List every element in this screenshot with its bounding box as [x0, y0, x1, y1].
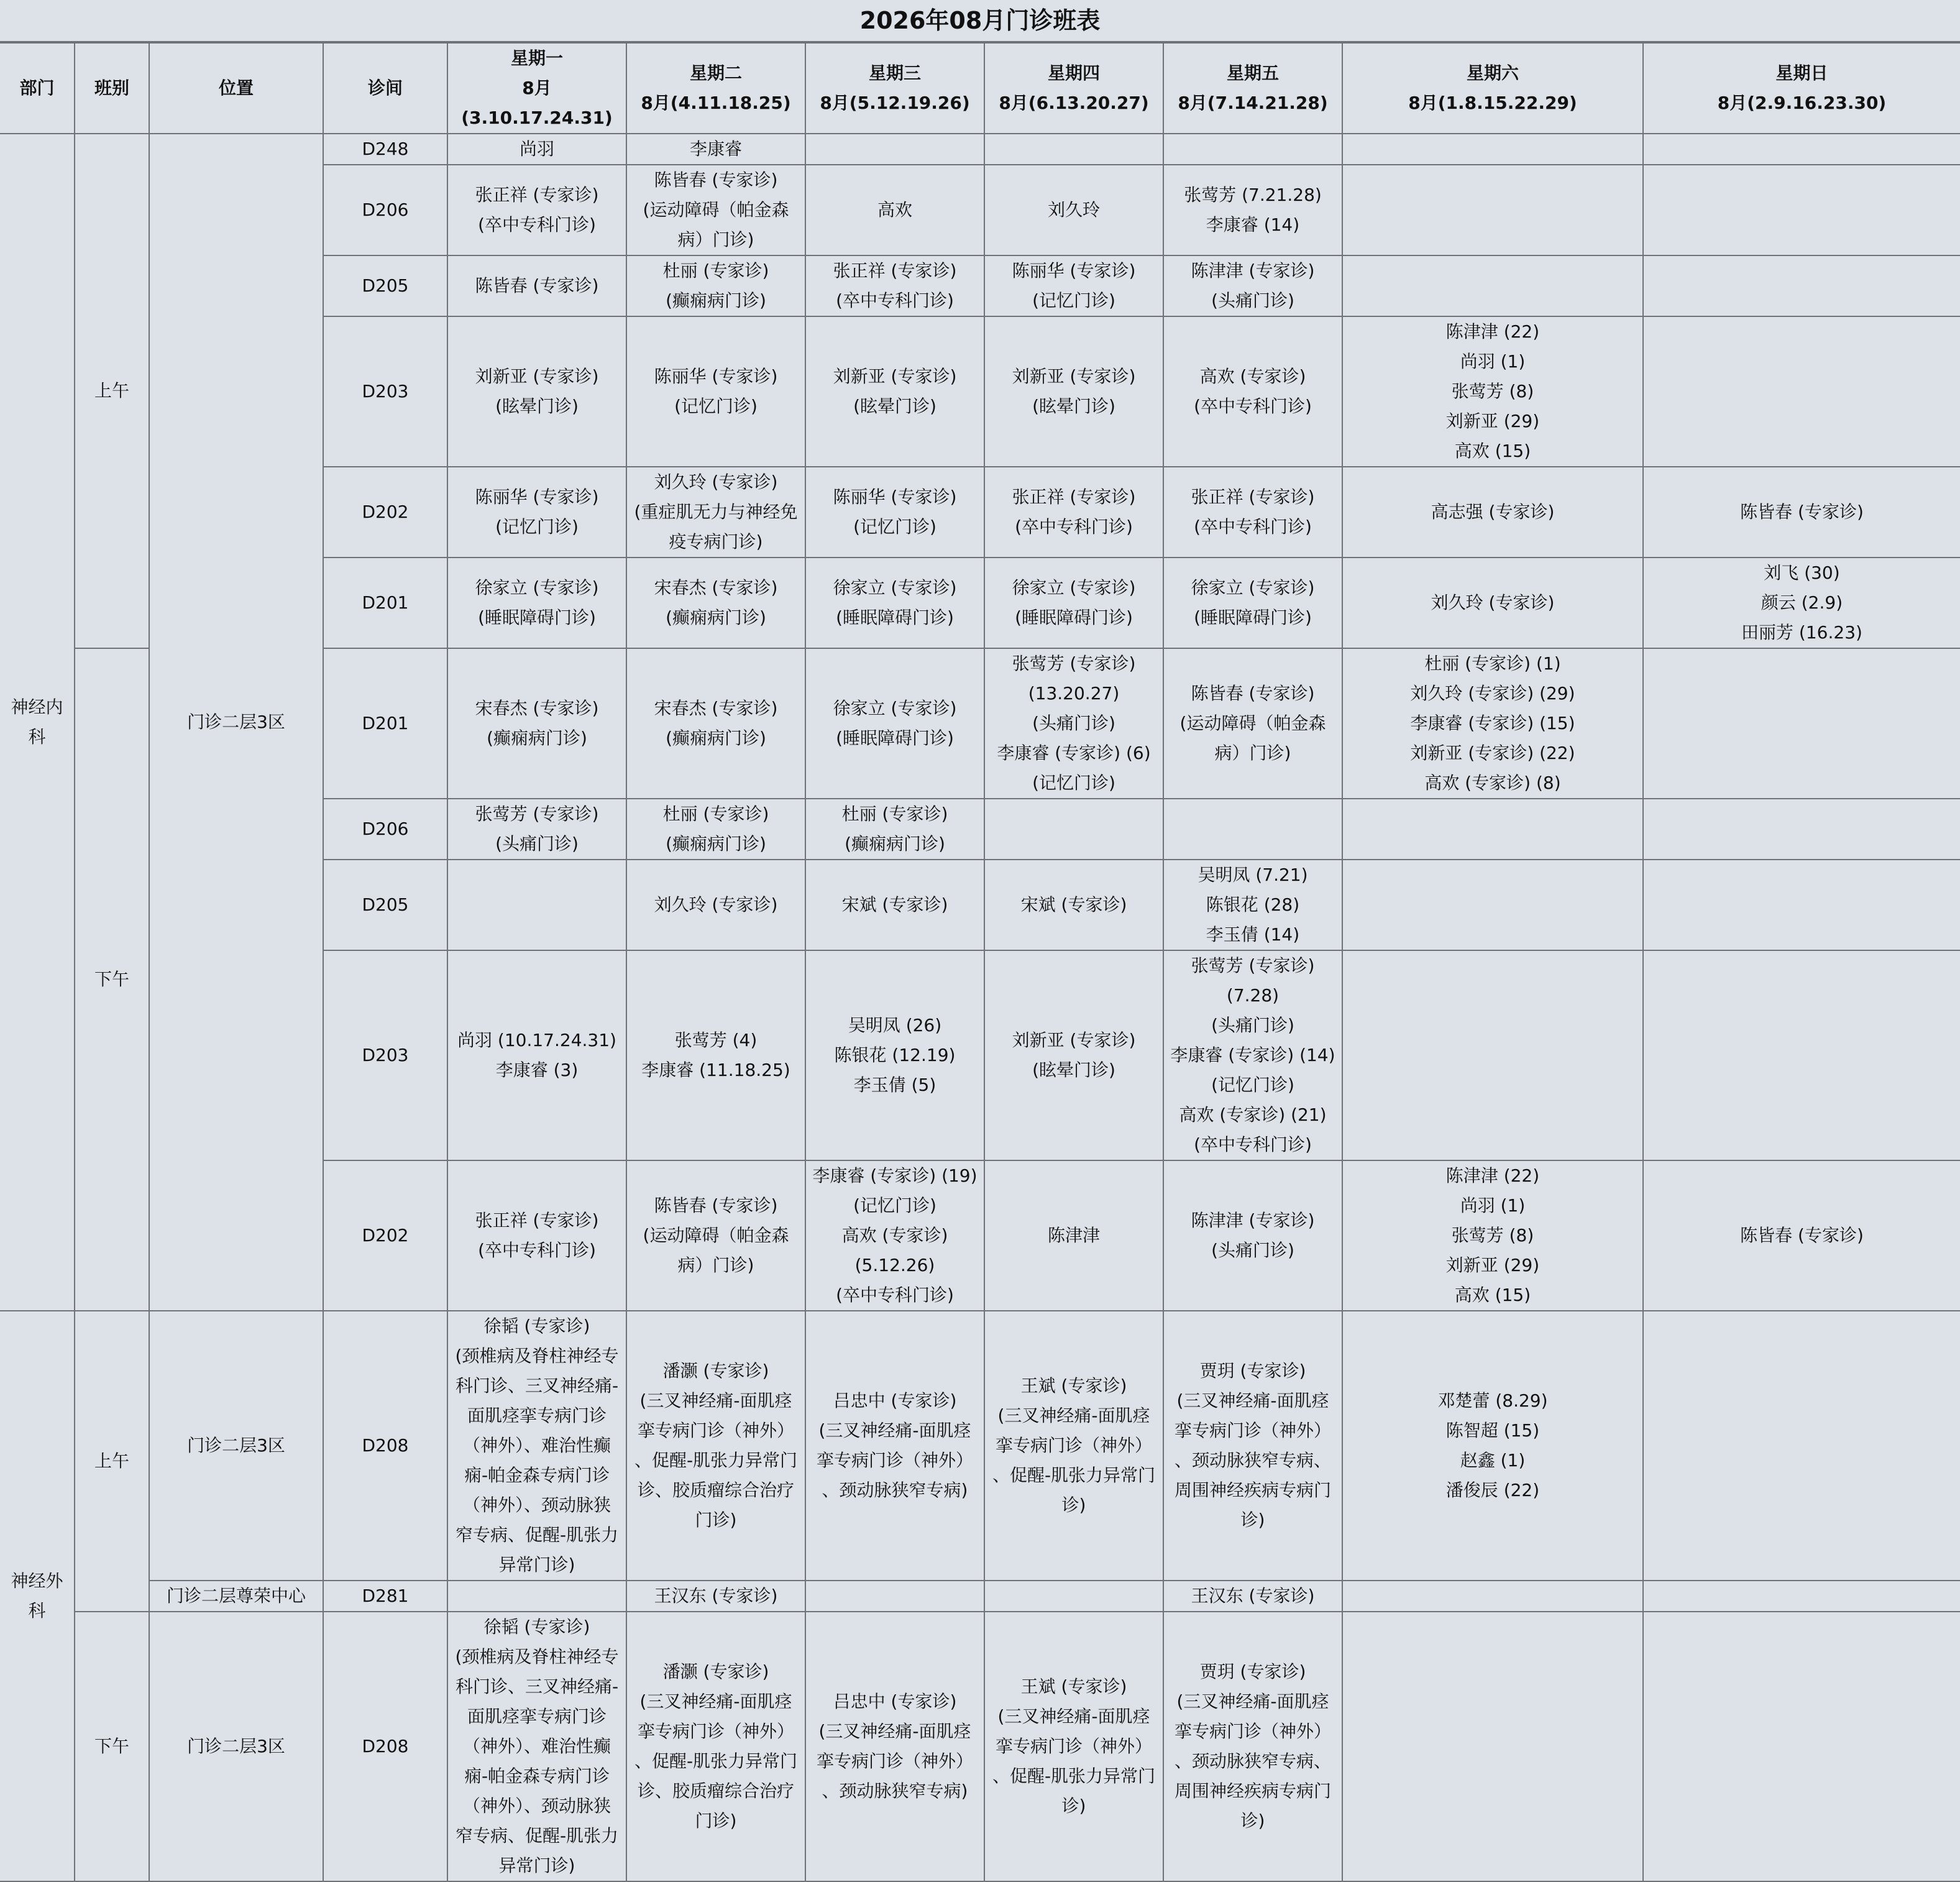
room-cell: D205 — [323, 255, 447, 316]
location-cell: 门诊二层3区 — [149, 1612, 323, 1881]
schedule-cell: 尚羽 (10.17.24.31) 李康睿 (3) — [447, 950, 626, 1160]
header-day — [1163, 43, 1342, 134]
schedule-cell: 吴明凤 (26) 陈银花 (12.19) 李玉倩 (5) — [805, 950, 984, 1160]
day-name: 星期三 — [868, 63, 921, 83]
shift-cell: 上午 — [75, 1311, 149, 1612]
day-dates: 8月(5.12.19.26) — [820, 93, 970, 113]
schedule-cell: 杜丽 (专家诊) (1) 刘久玲 (专家诊) (29) 李康睿 (专家诊) (15) 刘新亚 (专家诊) (22) 高欢 (专家诊) (8) — [1342, 648, 1643, 799]
schedule-cell: 刘新亚 (专家诊) (眩晕门诊) — [984, 316, 1163, 467]
schedule-cell — [1643, 799, 1960, 860]
header-room: 诊间 — [323, 43, 447, 134]
schedule-cell: 邓楚蕾 (8.29) 陈智超 (15) 赵鑫 (1) 潘俊辰 (22) — [1342, 1311, 1643, 1581]
day-dates: 8月(7.14.21.28) — [1178, 93, 1328, 113]
schedule-cell: 徐家立 (专家诊) (睡眠障碍门诊) — [805, 648, 984, 799]
schedule-cell: 张莺芳 (专家诊) (头痛门诊) — [447, 799, 626, 860]
schedule-cell: 潘灏 (专家诊) (三叉神经痛-面肌痉 挛专病门诊（神外） 、促醒-肌张力异常门 诊、胶质瘤综合治疗 门诊) — [626, 1612, 805, 1881]
day-dates: 8月(3.10.17.24.31) — [461, 78, 613, 128]
header-day — [447, 43, 626, 134]
schedule-cell: 刘新亚 (专家诊) (眩晕门诊) — [984, 950, 1163, 1160]
schedule-cell — [1643, 648, 1960, 799]
table-row — [0, 134, 1960, 165]
room-cell: D206 — [323, 165, 447, 255]
schedule-cell — [1643, 1311, 1960, 1581]
schedule-cell: 吴明凤 (7.21) 陈银花 (28) 李玉倩 (14) — [1163, 860, 1342, 950]
schedule-cell — [1643, 316, 1960, 467]
schedule-cell: 刘久玲 (专家诊) (重症肌无力与神经免 疫专病门诊) — [626, 467, 805, 558]
schedule-cell: 徐韬 (专家诊) (颈椎病及脊柱神经专 科门诊、三叉神经痛- 面肌痉挛专病门诊 （神外）、难治性癫 痫-帕金森专病门诊 （神外）、颈动脉狭 窄专病、促醒-肌张力 异常门诊) — [447, 1311, 626, 1581]
schedule-cell — [984, 1581, 1163, 1612]
location-cell: 门诊二层3区 — [149, 134, 323, 1311]
day-name: 星期二 — [689, 63, 742, 83]
schedule-cell: 高欢 — [805, 165, 984, 255]
schedule-cell: 徐家立 (专家诊) (睡眠障碍门诊) — [1163, 558, 1342, 648]
schedule-cell: 杜丽 (专家诊) (癫痫病门诊) — [626, 799, 805, 860]
schedule-cell: 陈皆春 (专家诊) — [1643, 467, 1960, 558]
schedule-cell: 陈津津 (22) 尚羽 (1) 张莺芳 (8) 刘新亚 (29) 高欢 (15) — [1342, 316, 1643, 467]
schedule-cell — [1342, 860, 1643, 950]
schedule-cell — [1342, 134, 1643, 165]
schedule-table — [0, 42, 1960, 1882]
schedule-cell — [1643, 860, 1960, 950]
schedule-cell: 张正祥 (专家诊) (卒中专科门诊) — [805, 255, 984, 316]
schedule-cell: 刘新亚 (专家诊) (眩晕门诊) — [447, 316, 626, 467]
schedule-cell: 刘飞 (30) 颜云 (2.9) 田丽芳 (16.23) — [1643, 558, 1960, 648]
schedule-cell — [805, 134, 984, 165]
schedule-cell: 徐家立 (专家诊) (睡眠障碍门诊) — [984, 558, 1163, 648]
header-day — [984, 43, 1163, 134]
dept-cell: 神经内科 — [0, 134, 75, 1311]
schedule-cell: 贾玥 (专家诊) (三叉神经痛-面肌痉 挛专病门诊（神外） 、颈动脉狭窄专病、 周围神经疾病专病门 诊) — [1163, 1612, 1342, 1881]
schedule-cell: 陈丽华 (专家诊) (记忆门诊) — [984, 255, 1163, 316]
day-dates: 8月(2.9.16.23.30) — [1717, 93, 1887, 113]
location-cell: 门诊二层3区 — [149, 1311, 323, 1581]
sheet-title: 2026年08月门诊班表 — [0, 0, 1960, 42]
room-cell: D202 — [323, 467, 447, 558]
schedule-cell — [1643, 1612, 1960, 1881]
schedule-cell — [1342, 165, 1643, 255]
schedule-cell: 李康睿 (专家诊) (19) (记忆门诊) 高欢 (专家诊) (5.12.26) (卒中专科门诊) — [805, 1160, 984, 1311]
schedule-cell — [1342, 950, 1643, 1160]
room-cell: D202 — [323, 1160, 447, 1311]
schedule-cell: 宋春杰 (专家诊) (癫痫病门诊) — [626, 648, 805, 799]
schedule-cell — [1643, 1581, 1960, 1612]
schedule-cell: 刘久玲 (专家诊) — [1342, 558, 1643, 648]
header-dept: 部门 — [0, 43, 75, 134]
schedule-cell — [1163, 799, 1342, 860]
schedule-cell: 徐家立 (专家诊) (睡眠障碍门诊) — [805, 558, 984, 648]
shift-cell: 下午 — [75, 648, 149, 1311]
schedule-cell: 陈丽华 (专家诊) (记忆门诊) — [805, 467, 984, 558]
schedule-cell: 王汉东 (专家诊) — [1163, 1581, 1342, 1612]
schedule-cell: 张莺芳 (7.21.28) 李康睿 (14) — [1163, 165, 1342, 255]
schedule-cell — [1643, 134, 1960, 165]
schedule-cell: 陈津津 (专家诊) (头痛门诊) — [1163, 1160, 1342, 1311]
schedule-cell: 王斌 (专家诊) (三叉神经痛-面肌痉 挛专病门诊（神外） 、促醒-肌张力异常门 诊) — [984, 1612, 1163, 1881]
schedule-cell — [1643, 255, 1960, 316]
schedule-cell: 吕忠中 (专家诊) (三叉神经痛-面肌痉 挛专病门诊（神外） 、颈动脉狭窄专病) — [805, 1612, 984, 1881]
schedule-cell: 宋斌 (专家诊) — [984, 860, 1163, 950]
room-cell: D281 — [323, 1581, 447, 1612]
schedule-cell — [447, 860, 626, 950]
schedule-cell — [1342, 799, 1643, 860]
day-name: 星期一 — [510, 48, 563, 68]
schedule-cell: 陈皆春 (专家诊) — [447, 255, 626, 316]
schedule-cell: 张莺芳 (专家诊) (7.28) (头痛门诊) 李康睿 (专家诊) (14) (记忆门诊) 高欢 (专家诊) (21) (卒中专科门诊) — [1163, 950, 1342, 1160]
dept-cell: 神经外科 — [0, 1311, 75, 1881]
day-name: 星期六 — [1466, 63, 1519, 83]
schedule-cell: 王汉东 (专家诊) — [626, 1581, 805, 1612]
room-cell: D206 — [323, 799, 447, 860]
schedule-cell — [1163, 134, 1342, 165]
table-row — [0, 1612, 1960, 1881]
room-cell: D205 — [323, 860, 447, 950]
schedule-cell: 陈丽华 (专家诊) (记忆门诊) — [626, 316, 805, 467]
schedule-cell — [1342, 1581, 1643, 1612]
schedule-cell: 陈皆春 (专家诊) (运动障碍（帕金森 病）门诊) — [1163, 648, 1342, 799]
schedule-cell — [984, 134, 1163, 165]
schedule-cell: 杜丽 (专家诊) (癫痫病门诊) — [626, 255, 805, 316]
schedule-cell: 高欢 (专家诊) (卒中专科门诊) — [1163, 316, 1342, 467]
schedule-cell — [1342, 255, 1643, 316]
schedule-cell — [1643, 950, 1960, 1160]
schedule-cell: 贾玥 (专家诊) (三叉神经痛-面肌痉 挛专病门诊（神外） 、颈动脉狭窄专病、 周围神经疾病专病门 诊) — [1163, 1311, 1342, 1581]
day-dates: 8月(6.13.20.27) — [999, 93, 1149, 113]
room-cell: D208 — [323, 1311, 447, 1581]
room-cell: D203 — [323, 950, 447, 1160]
header-day — [805, 43, 984, 134]
schedule-cell: 刘新亚 (专家诊) (眩晕门诊) — [805, 316, 984, 467]
schedule-cell: 宋春杰 (专家诊) (癫痫病门诊) — [626, 558, 805, 648]
room-cell: D201 — [323, 648, 447, 799]
day-name: 星期日 — [1775, 63, 1828, 83]
location-cell: 门诊二层尊荣中心 — [149, 1581, 323, 1612]
schedule-cell: 张莺芳 (专家诊) (13.20.27) (头痛门诊) 李康睿 (专家诊) (6) (记忆门诊) — [984, 648, 1163, 799]
room-cell: D248 — [323, 134, 447, 165]
room-cell: D201 — [323, 558, 447, 648]
header-row — [0, 43, 1960, 134]
header-shift: 班别 — [75, 43, 149, 134]
schedule-cell: 李康睿 — [626, 134, 805, 165]
header-day — [1643, 43, 1960, 134]
schedule-cell — [1342, 1612, 1643, 1881]
schedule-cell: 高志强 (专家诊) — [1342, 467, 1643, 558]
header-location: 位置 — [149, 43, 323, 134]
schedule-cell: 尚羽 — [447, 134, 626, 165]
schedule-cell: 王斌 (专家诊) (三叉神经痛-面肌痉 挛专病门诊（神外） 、促醒-肌张力异常门 诊) — [984, 1311, 1163, 1581]
schedule-cell: 陈津津 (22) 尚羽 (1) 张莺芳 (8) 刘新亚 (29) 高欢 (15) — [1342, 1160, 1643, 1311]
day-dates: 8月(4.11.18.25) — [641, 93, 791, 113]
room-cell: D208 — [323, 1612, 447, 1881]
schedule-cell: 刘久玲 — [984, 165, 1163, 255]
schedule-cell: 张正祥 (专家诊) (卒中专科门诊) — [984, 467, 1163, 558]
schedule-cell: 刘久玲 (专家诊) — [626, 860, 805, 950]
schedule-cell — [805, 1581, 984, 1612]
schedule-cell — [447, 1581, 626, 1612]
schedule-cell: 陈丽华 (专家诊) (记忆门诊) — [447, 467, 626, 558]
schedule-cell: 陈皆春 (专家诊) — [1643, 1160, 1960, 1311]
schedule-cell: 张正祥 (专家诊) (卒中专科门诊) — [447, 165, 626, 255]
schedule-cell: 徐韬 (专家诊) (颈椎病及脊柱神经专 科门诊、三叉神经痛- 面肌痉挛专病门诊 （神外）、难治性癫 痫-帕金森专病门诊 （神外）、颈动脉狭 窄专病、促醒-肌张力 异常门诊) — [447, 1612, 626, 1881]
schedule-cell: 陈津津 (专家诊) (头痛门诊) — [1163, 255, 1342, 316]
header-day — [626, 43, 805, 134]
schedule-cell: 陈津津 — [984, 1160, 1163, 1311]
schedule-cell: 潘灏 (专家诊) (三叉神经痛-面肌痉 挛专病门诊（神外） 、促醒-肌张力异常门 诊、胶质瘤综合治疗 门诊) — [626, 1311, 805, 1581]
schedule-cell — [984, 799, 1163, 860]
schedule-cell: 张正祥 (专家诊) (卒中专科门诊) — [1163, 467, 1342, 558]
shift-cell: 上午 — [75, 134, 149, 648]
schedule-cell: 陈皆春 (专家诊) (运动障碍（帕金森 病）门诊) — [626, 165, 805, 255]
header-day — [1342, 43, 1643, 134]
day-name: 星期四 — [1047, 63, 1100, 83]
schedule-cell: 张莺芳 (4) 李康睿 (11.18.25) — [626, 950, 805, 1160]
shift-cell: 下午 — [75, 1612, 149, 1881]
schedule-cell: 杜丽 (专家诊) (癫痫病门诊) — [805, 799, 984, 860]
schedule-cell: 宋春杰 (专家诊) (癫痫病门诊) — [447, 648, 626, 799]
room-cell: D203 — [323, 316, 447, 467]
schedule-cell: 徐家立 (专家诊) (睡眠障碍门诊) — [447, 558, 626, 648]
table-row — [0, 1311, 1960, 1581]
schedule-cell: 宋斌 (专家诊) — [805, 860, 984, 950]
schedule-cell: 吕忠中 (专家诊) (三叉神经痛-面肌痉 挛专病门诊（神外） 、颈动脉狭窄专病) — [805, 1311, 984, 1581]
table-row — [0, 1581, 1960, 1612]
schedule-cell: 张正祥 (专家诊) (卒中专科门诊) — [447, 1160, 626, 1311]
day-name: 星期五 — [1226, 63, 1279, 83]
schedule-cell: 陈皆春 (专家诊) (运动障碍（帕金森 病）门诊) — [626, 1160, 805, 1311]
schedule-cell — [1643, 165, 1960, 255]
day-dates: 8月(1.8.15.22.29) — [1408, 93, 1577, 113]
